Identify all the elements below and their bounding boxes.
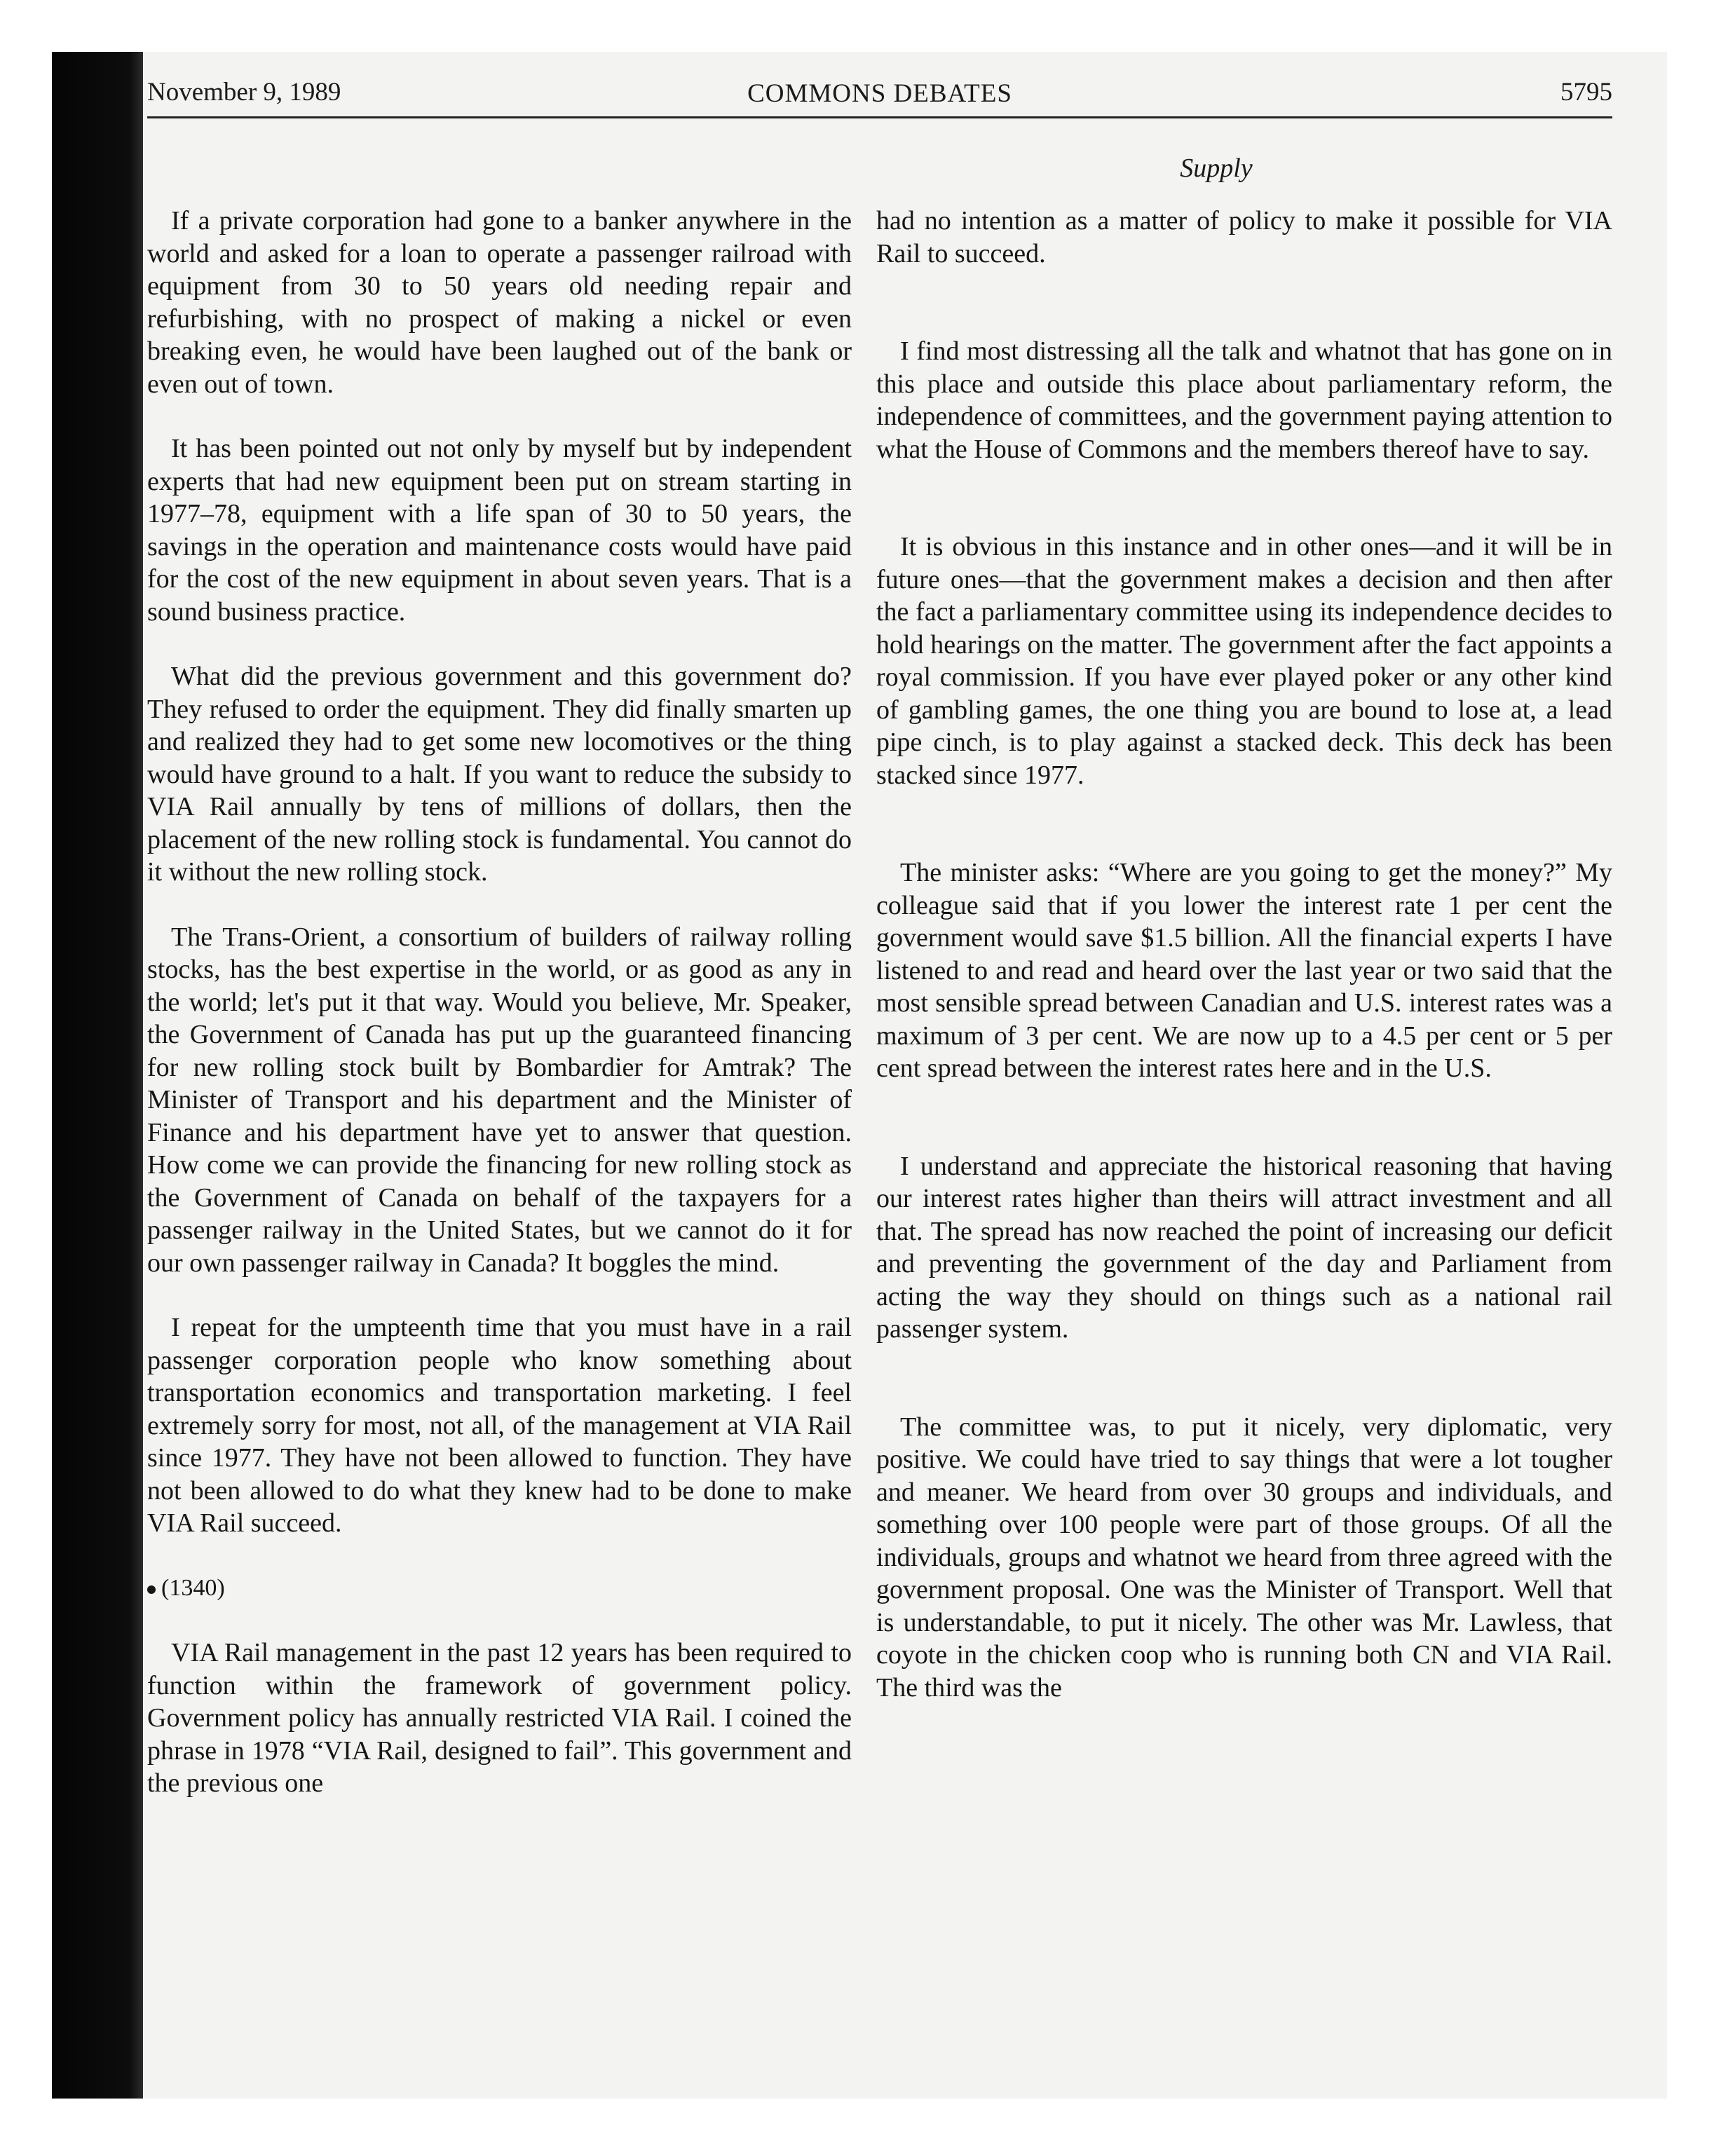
paragraph: What did the previous government and this government do? They refused to order the equipment. They did finally smarten up and realized they had to get some new locomotives or the thing would have ground to a halt. If you want to reduce the subsidy to VIA Rail annually by tens of millions of dollars, then the placement of the new rolling stock is fundamental. You cannot do it without the new rolling stock. (147, 662, 852, 887)
paragraph: The committee was, to put it nicely, very diplomatic, very positive. We could have tried to say things that were a lot tougher and meaner. We heard from over 30 groups and individuals, and something over 100 people were part of those groups. Of all the individuals, groups and whatnot we heard from three agreed with the government proposal. One was the Minister of Transport. Well that is understandable, to put it nicely. The other was Mr. Lawless, that coyote in the chicken coop who is running both CN and VIA Rail. The third was the (876, 1412, 1612, 1703)
binding-edge (52, 52, 143, 2099)
left-column (147, 205, 852, 1832)
paragraph: I find most distressing all the talk and whatnot that has gone on in this place and outside this place about parliamentary reform, the independence of committees, and the government paying attention to what the House of Commons and the members thereof have to say. (876, 336, 1612, 464)
page-header (147, 77, 1612, 118)
right-column (876, 205, 1612, 1769)
header-title: COMMONS DEBATES (747, 79, 1012, 108)
paragraph: I understand and appreciate the historical reasoning that having our interest rates higher than theirs will attract investment and all that. The spread has now reached the point of increasing our deficit and preventing the government of the day and Parliament from acting the way they should on things such as a national rail passenger system. (876, 1151, 1612, 1344)
paragraph: The Trans-Orient, a consortium of builders of railway rolling stocks, has the best expertise in the world, or as good as any in the world; let's put it that way. Would you believe, Mr. Speaker, the Government of Canada has put up the guaranteed financing for new rolling stock built by Bombardier for Amtrak? The Minister of Transport and his department and the Minister of Finance and his department have yet to answer that question. How come we can provide the financing for new rolling stock as the Government of Canada on behalf of the taxpayers for a passenger railway in the United States, but we cannot do it for our own passenger railway in Canada? It boggles the mind. (147, 922, 852, 1278)
time-marker (147, 1572, 852, 1605)
paragraph: I repeat for the umpteenth time that you must have in a rail passenger corporation people who know something about transportation economics and transportation marketing. I feel extremely sorry for most, not all, of the management at VIA Rail since 1977. They have not been allowed to function. They have not been allowed to do what they knew had to be done to make VIA Rail succeed. (147, 1313, 852, 1538)
paragraph: VIA Rail management in the past 12 years has been required to function within the framework of government policy. Government policy has annually restricted VIA Rail. I coined the phrase in 1978 “VIA Rail, designed to fail”. This government and the previous one (147, 1638, 852, 1798)
page-number: 5795 (1560, 78, 1612, 107)
paragraph: It has been pointed out not only by myself but by independent experts that had new equipment been put on stream starting in 1977–78, equipment with a life span of 30 to 50 years, the savings in the operation and maintenance costs would have paid for the cost of the new equipment in about seven years. That is a sound business practice. (147, 434, 852, 627)
paragraph: It is obvious in this instance and in other ones—and it will be in future ones—that the government makes a decision and then after the fact a parliamentary committee using its independence decides to hold hearings on the matter. The government after the fact appoints a royal commission. If you have ever played poker or any other kind of gambling games, the one thing you are bound to lose at, a lead pipe cinch, is to play against a stacked deck. This deck has been stacked since 1977. (876, 532, 1612, 790)
time-marker-label: (1340) (161, 1574, 225, 1601)
section-label: Supply (1180, 153, 1253, 183)
paragraph-continuation: had no intention as a matter of policy to make it possible for VIA Rail to succeed. (876, 206, 1612, 268)
paragraph: The minister asks: “Where are you going to get the money?” My colleague said that if you lower the interest rate 1 per cent the government would save $1.5 billion. All the financial experts I have listened to and read and heard over the last year or two said that the most sensible spread between Canadian and U.S. interest rates was a maximum of 3 per cent. We are now up to a 4.5 per cent or 5 per cent spread between the interest rates here and in the U.S. (876, 858, 1612, 1083)
bullet-icon (147, 1585, 156, 1594)
header-date: November 9, 1989 (147, 78, 341, 107)
paragraph: If a private corporation had gone to a banker anywhere in the world and asked for a loan to operate a passenger railroad with equipment from 30 to 50 years old needing repair and refurbishing, with no prospect of making a nickel or even breaking even, he would have been laughed out of the bank or even out of town. (147, 206, 852, 399)
